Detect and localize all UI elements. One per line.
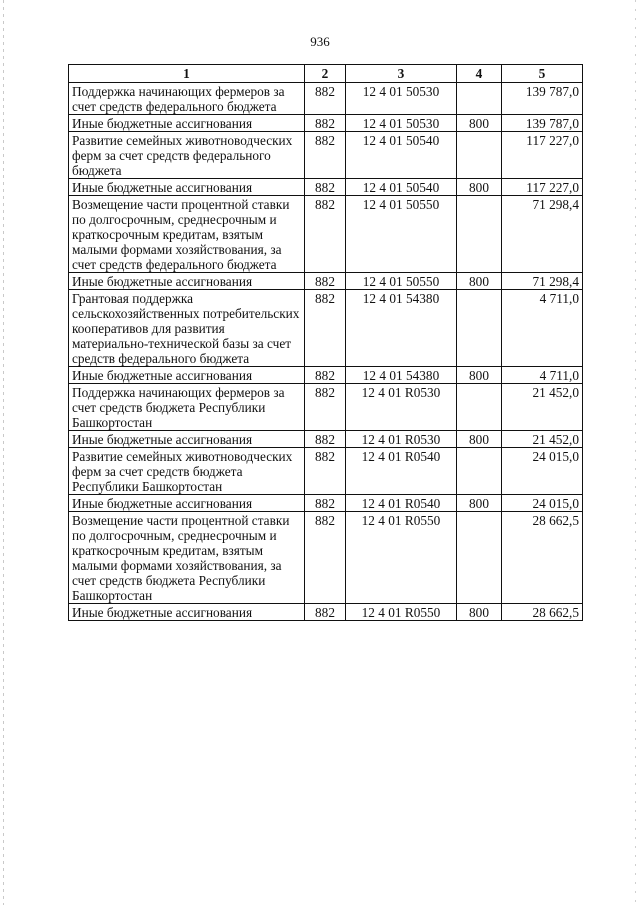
table-row bbox=[69, 604, 583, 621]
row-amount: 71 298,4 bbox=[502, 196, 583, 273]
scan-edge-left bbox=[3, 0, 4, 905]
row-admin-code: 882 bbox=[305, 604, 346, 621]
table-row bbox=[69, 495, 583, 512]
row-admin-code: 882 bbox=[305, 115, 346, 132]
row-admin-code: 882 bbox=[305, 512, 346, 604]
row-expense-type bbox=[457, 384, 502, 431]
scan-edge-right bbox=[635, 0, 636, 905]
header-col-3: 3 bbox=[346, 65, 457, 83]
row-name: Иные бюджетные ассигнования bbox=[69, 495, 305, 512]
table-row bbox=[69, 132, 583, 179]
row-target-code: 12 4 01 54380 bbox=[346, 367, 457, 384]
row-expense-type bbox=[457, 512, 502, 604]
row-expense-type: 800 bbox=[457, 273, 502, 290]
table-row bbox=[69, 115, 583, 132]
table-row bbox=[69, 273, 583, 290]
row-amount: 28 662,5 bbox=[502, 512, 583, 604]
table-row bbox=[69, 448, 583, 495]
table-row bbox=[69, 179, 583, 196]
row-expense-type: 800 bbox=[457, 604, 502, 621]
row-expense-type bbox=[457, 196, 502, 273]
table-row bbox=[69, 83, 583, 115]
row-name: Поддержка начинающих фермеров за счет средств федерального бюджета bbox=[69, 83, 305, 115]
header-col-2: 2 bbox=[305, 65, 346, 83]
row-admin-code: 882 bbox=[305, 367, 346, 384]
row-name: Поддержка начинающих фермеров за счет средств бюджета Республики Башкортостан bbox=[69, 384, 305, 431]
table-header-row bbox=[69, 65, 583, 83]
row-target-code: 12 4 01 R0550 bbox=[346, 512, 457, 604]
budget-table bbox=[68, 64, 583, 621]
row-amount: 24 015,0 bbox=[502, 495, 583, 512]
row-admin-code: 882 bbox=[305, 196, 346, 273]
row-expense-type: 800 bbox=[457, 115, 502, 132]
row-name: Иные бюджетные ассигнования bbox=[69, 273, 305, 290]
row-target-code: 12 4 01 50530 bbox=[346, 83, 457, 115]
row-expense-type bbox=[457, 83, 502, 115]
row-expense-type: 800 bbox=[457, 431, 502, 448]
table-row bbox=[69, 290, 583, 367]
table-row bbox=[69, 196, 583, 273]
row-expense-type bbox=[457, 448, 502, 495]
row-target-code: 12 4 01 R0540 bbox=[346, 495, 457, 512]
row-admin-code: 882 bbox=[305, 448, 346, 495]
row-admin-code: 882 bbox=[305, 431, 346, 448]
row-amount: 24 015,0 bbox=[502, 448, 583, 495]
row-name: Возмещение части процентной ставки по долгосрочным, среднесрочным и краткосрочным кредитам, взятым малыми формами хозяйствования, за счет средств бюджета Республики Башкортостан bbox=[69, 512, 305, 604]
row-admin-code: 882 bbox=[305, 273, 346, 290]
row-admin-code: 882 bbox=[305, 83, 346, 115]
row-target-code: 12 4 01 50550 bbox=[346, 196, 457, 273]
row-amount: 4 711,0 bbox=[502, 367, 583, 384]
row-admin-code: 882 bbox=[305, 132, 346, 179]
row-admin-code: 882 bbox=[305, 384, 346, 431]
header-col-5: 5 bbox=[502, 65, 583, 83]
row-target-code: 12 4 01 50540 bbox=[346, 132, 457, 179]
row-target-code: 12 4 01 50540 bbox=[346, 179, 457, 196]
row-admin-code: 882 bbox=[305, 290, 346, 367]
row-target-code: 12 4 01 50550 bbox=[346, 273, 457, 290]
row-amount: 28 662,5 bbox=[502, 604, 583, 621]
row-name: Развитие семейных животноводческих ферм за счет средств федерального бюджета bbox=[69, 132, 305, 179]
row-expense-type: 800 bbox=[457, 367, 502, 384]
row-amount: 4 711,0 bbox=[502, 290, 583, 367]
table-row bbox=[69, 431, 583, 448]
row-name: Развитие семейных животноводческих ферм за счет средств бюджета Республики Башкортостан bbox=[69, 448, 305, 495]
table-row bbox=[69, 512, 583, 604]
row-admin-code: 882 bbox=[305, 179, 346, 196]
row-expense-type bbox=[457, 132, 502, 179]
row-name: Иные бюджетные ассигнования bbox=[69, 115, 305, 132]
row-amount: 139 787,0 bbox=[502, 115, 583, 132]
row-admin-code: 882 bbox=[305, 495, 346, 512]
row-target-code: 12 4 01 R0550 bbox=[346, 604, 457, 621]
row-name: Иные бюджетные ассигнования bbox=[69, 179, 305, 196]
row-name: Грантовая поддержка сельскохозяйственных потребительских кооперативов для развития материально-технической базы за счет средств федерального бюджета bbox=[69, 290, 305, 367]
table-row bbox=[69, 367, 583, 384]
row-amount: 71 298,4 bbox=[502, 273, 583, 290]
row-target-code: 12 4 01 50530 bbox=[346, 115, 457, 132]
header-col-4: 4 bbox=[457, 65, 502, 83]
row-name: Возмещение части процентной ставки по долгосрочным, среднесрочным и краткосрочным кредитам, взятым малыми формами хозяйствования, за счет средств федерального бюджета bbox=[69, 196, 305, 273]
page-number: 936 bbox=[310, 34, 330, 49]
row-name: Иные бюджетные ассигнования bbox=[69, 367, 305, 384]
header-col-1: 1 bbox=[69, 65, 305, 83]
row-amount: 21 452,0 bbox=[502, 431, 583, 448]
row-target-code: 12 4 01 R0540 bbox=[346, 448, 457, 495]
row-name: Иные бюджетные ассигнования bbox=[69, 604, 305, 621]
row-target-code: 12 4 01 R0530 bbox=[346, 384, 457, 431]
row-amount: 21 452,0 bbox=[502, 384, 583, 431]
row-expense-type: 800 bbox=[457, 495, 502, 512]
row-name: Иные бюджетные ассигнования bbox=[69, 431, 305, 448]
row-target-code: 12 4 01 R0530 bbox=[346, 431, 457, 448]
row-amount: 139 787,0 bbox=[502, 83, 583, 115]
row-amount: 117 227,0 bbox=[502, 132, 583, 179]
row-expense-type: 800 bbox=[457, 179, 502, 196]
row-expense-type bbox=[457, 290, 502, 367]
row-amount: 117 227,0 bbox=[502, 179, 583, 196]
table-row bbox=[69, 384, 583, 431]
row-target-code: 12 4 01 54380 bbox=[346, 290, 457, 367]
